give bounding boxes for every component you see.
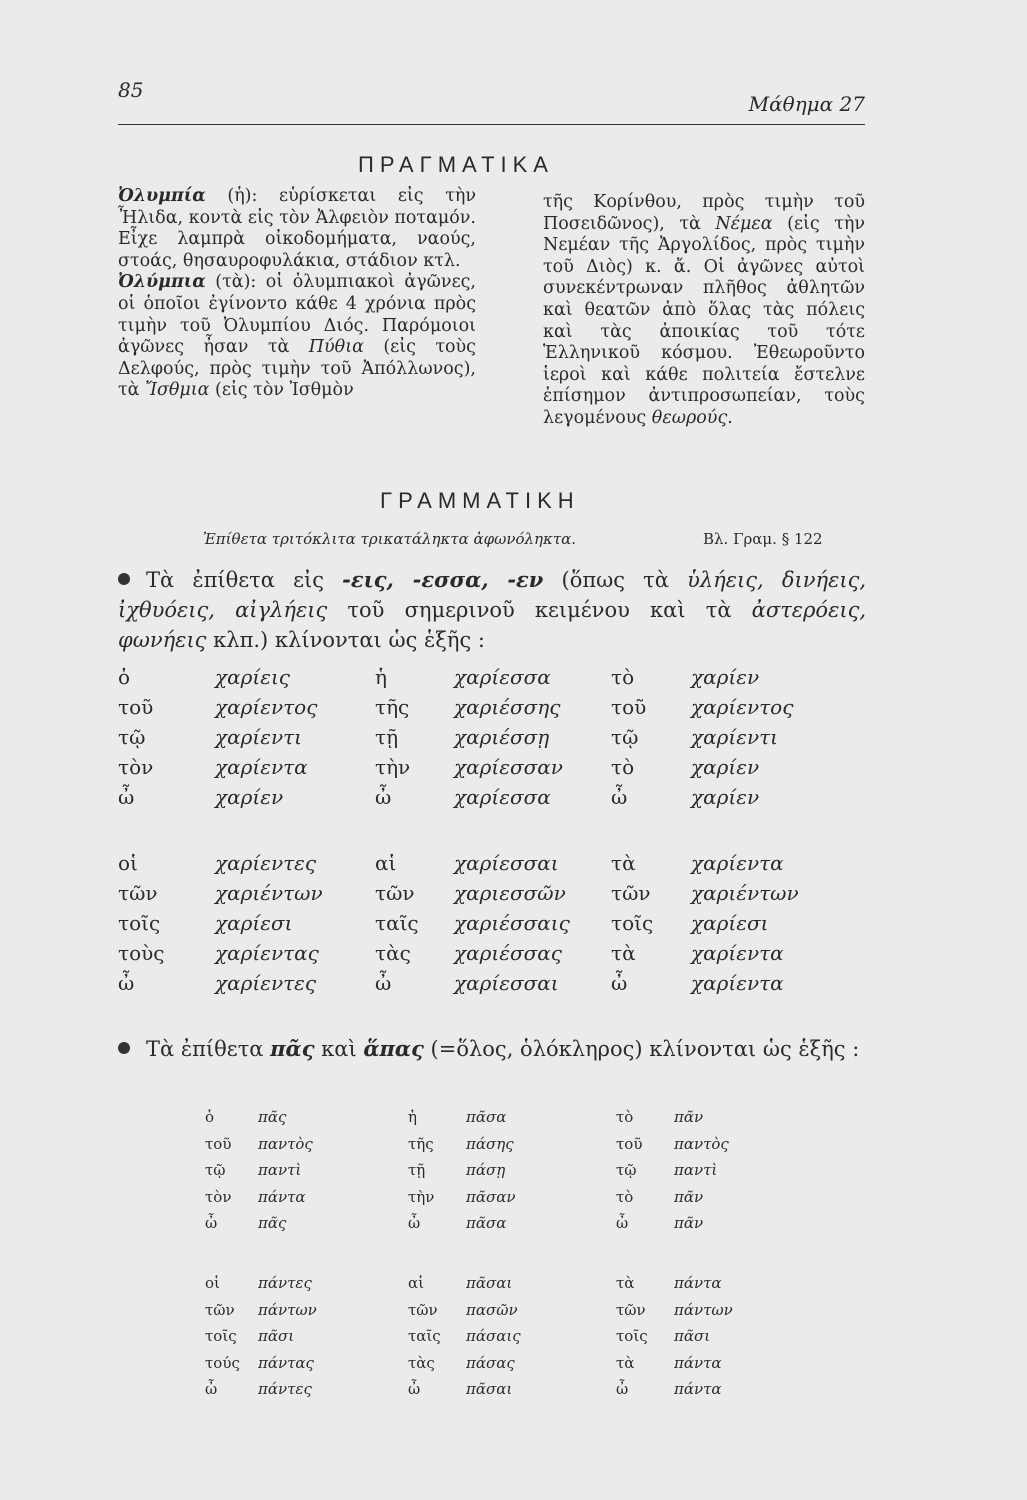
- text-right-b: (εἰς τὴν Νεμέαν τῆς Ἀργολίδος, πρὸς τιμὴν τοῦ Διὸς) κ. ἄ. Οἱ ἀγῶνες αὐτοὶ συνεκέντρωναν πλῆθος ἀθλητῶν καὶ θεατῶν ἀπὸ ὅλας τὰς πόλεις καὶ τὰς ἀποικίας τοῦ τότε Ἑλληνικοῦ κόσμου. Ἐθεωροῦντο ἱεροὶ καὶ κάθε πολιτεία ἔστελνε ἐπίσημον ἀντιπροσωπείαν, τοὺς λεγομένους: [543, 213, 865, 428]
- adjective-cell: πάσας: [466, 1353, 515, 1372]
- grammar-reference: Βλ. Γραμ. § 122: [703, 530, 823, 548]
- declension-row: [118, 662, 851, 692]
- section-title-realia: ΠΡΑΓΜΑΤΙΚΑ: [358, 152, 554, 177]
- article-cell: οἱ: [205, 1274, 220, 1293]
- article-cell: ταῖς: [375, 911, 419, 935]
- text-olympia: (ἡ): εὑρίσκεται εἰς τὴν Ἦλιδα, κοντὰ εἰς τὸν Ἀλφειὸν ποταμόν. Εἶχε λαμπρὰ οἰκοδομήματα, ναούς, στοάς, θησαυροφυλάκια, στάδιον κτλ.: [118, 186, 476, 271]
- p1-examples: ὑλήεις, δινήεις, ἰχθυόεις, αἰγλήεις: [118, 568, 867, 622]
- article-cell: τὸν: [118, 755, 154, 779]
- p1-text-a: Τὰ ἐπίθετα εἰς: [146, 568, 343, 592]
- term-nemea: Νέμεα: [715, 213, 773, 234]
- adjective-cell: χαρίεντας: [215, 941, 319, 965]
- declension-row: [118, 938, 851, 968]
- declension-row: [205, 1323, 824, 1350]
- adjective-cell: χαρίεν: [691, 665, 760, 689]
- adjective-cell: χαρίεσσα: [454, 785, 551, 809]
- adjective-cell: πάντα: [674, 1274, 722, 1293]
- article-cell: ὦ: [205, 1380, 218, 1399]
- adjective-cell: πᾶσαν: [466, 1187, 516, 1206]
- p1-text-d: κλπ.) κλίνονται ὡς ἑξῆς :: [206, 628, 485, 652]
- article-cell: τὰ: [611, 941, 636, 965]
- article-cell: τῇ: [408, 1161, 426, 1180]
- term-isthmia: Ἴσθμια: [145, 380, 210, 401]
- adjective-cell: πάντες: [258, 1274, 312, 1293]
- p2-text-c: (=ὅλος, ὁλόκληρος) κλίνονται ὡς ἑξῆς :: [423, 1037, 860, 1061]
- article-cell: τούς: [205, 1353, 240, 1372]
- declension-row: [118, 722, 851, 752]
- pas-singular-table: [205, 1104, 824, 1237]
- adjective-cell: πᾶς: [258, 1108, 287, 1127]
- adjective-cell: χαρίεσσαι: [454, 971, 559, 995]
- p2-pas: πᾶς: [270, 1036, 315, 1061]
- declension-row: [205, 1270, 824, 1297]
- article-cell: τῷ: [205, 1161, 226, 1180]
- article-cell: ὦ: [616, 1380, 629, 1399]
- adjective-cell: χαρίεσσα: [454, 665, 551, 689]
- adjective-cell: πάντα: [674, 1380, 722, 1399]
- adjective-cell: χαριέσσῃ: [454, 725, 550, 749]
- section-title-grammar: ΓΡΑΜΜΑΤΙΚΗ: [380, 488, 580, 513]
- text-olympia-games-a: (τὰ): οἱ ὀλυμπιακοὶ ἀγῶνες, οἱ ὁποῖοι ἐγίνοντο κάθε 4 χρόνια πρὸς τιμὴν τοῦ Ὀλυμπίου Διός. Παρόμοιοι ἀγῶνες ἦσαν τὰ: [118, 272, 476, 358]
- article-cell: τὰ: [616, 1274, 635, 1293]
- article-cell: ὦ: [118, 971, 135, 995]
- article-cell: τοῦ: [616, 1134, 643, 1153]
- adjective-cell: πᾶν: [674, 1214, 704, 1233]
- term-theoroi: θεωρούς: [651, 407, 728, 428]
- term-pythia: Πύθια: [308, 337, 364, 358]
- article-cell: τοῦ: [205, 1134, 232, 1153]
- text-olympia-games-b: (εἰς τοὺς Δελφούς, πρὸς τιμὴν τοῦ Ἀπόλλωνος), τὰ: [118, 337, 476, 401]
- article-cell: τῶν: [616, 1300, 646, 1319]
- lesson-title: Μάθημα 27: [748, 92, 865, 116]
- adjective-cell: πασῶν: [466, 1300, 518, 1319]
- adjective-cell: πάντων: [674, 1300, 733, 1319]
- adjective-cell: πάντας: [258, 1353, 314, 1372]
- term-olympia-games: Ὀλύμπια: [118, 272, 206, 293]
- adjective-cell: πάσης: [466, 1134, 514, 1153]
- adjective-cell: χαρίεντος: [691, 695, 794, 719]
- charien-paragraph: [118, 565, 866, 655]
- declension-row: [118, 692, 851, 722]
- text-right-c: .: [727, 407, 733, 428]
- p2-text-b: καὶ: [314, 1037, 364, 1061]
- article-cell: αἱ: [375, 851, 397, 875]
- adjective-cell: πάντων: [258, 1300, 317, 1319]
- article-cell: τὸ: [616, 1108, 634, 1127]
- adjective-cell: πάντα: [258, 1187, 306, 1206]
- adjective-cell: παντὶ: [674, 1161, 718, 1180]
- adjective-cell: χαρίεντες: [215, 971, 317, 995]
- article-cell: τοὺς: [118, 941, 165, 965]
- article-cell: τῆς: [408, 1134, 434, 1153]
- declension-row: [118, 782, 851, 812]
- adjective-cell: χαρίεν: [691, 785, 760, 809]
- article-cell: τῷ: [611, 725, 639, 749]
- adjective-cell: παντὸς: [258, 1134, 313, 1153]
- declension-row: [205, 1350, 824, 1377]
- pas-plural-table: [205, 1270, 824, 1403]
- p2-text-a: Τὰ ἐπίθετα: [146, 1037, 271, 1061]
- article-cell: τὸ: [611, 755, 635, 779]
- article-cell: τὰς: [375, 941, 411, 965]
- article-cell: τῷ: [118, 725, 146, 749]
- declension-row: [118, 752, 851, 782]
- p1-text-b: (ὅπως τὰ: [543, 568, 688, 592]
- page-number: 85: [118, 78, 144, 102]
- adjective-cell: πάντες: [258, 1380, 312, 1399]
- adjective-cell: χαρίεντες: [215, 851, 317, 875]
- adjective-cell: χαριέντων: [691, 881, 799, 905]
- adjective-cell: χαρίεντι: [691, 725, 779, 749]
- adjective-cell: χαριέσσαις: [454, 911, 570, 935]
- article-cell: τὸ: [611, 665, 635, 689]
- adjective-cell: χαρίεντα: [215, 755, 308, 779]
- adjective-cell: χαρίεσι: [691, 911, 769, 935]
- p1-examples2: ἀστερόεις, φωνήεις: [118, 598, 867, 652]
- article-cell: ὦ: [205, 1214, 218, 1233]
- adjective-cell: παντὶ: [258, 1161, 302, 1180]
- bullet-icon: [118, 1042, 130, 1054]
- text-olympia-games-c: (εἰς τὸν Ἰσθμὸν: [209, 380, 354, 401]
- article-cell: ἡ: [375, 665, 387, 689]
- realia-left-column: [118, 186, 476, 402]
- adjective-cell: πάσῃ: [466, 1161, 506, 1180]
- adjective-cell: πᾶς: [258, 1214, 287, 1233]
- adjective-cell: χαρίεν: [215, 785, 284, 809]
- article-cell: ὦ: [611, 971, 628, 995]
- article-cell: τὴν: [375, 755, 411, 779]
- article-cell: τοῖς: [118, 911, 161, 935]
- article-cell: ὦ: [611, 785, 628, 809]
- article-cell: τῷ: [616, 1161, 637, 1180]
- adjective-cell: πάντα: [674, 1353, 722, 1372]
- adjective-cell: χαριέσσης: [454, 695, 561, 719]
- declension-row: [205, 1184, 824, 1211]
- article-cell: τῶν: [375, 881, 415, 905]
- adjective-cell: χαρίεντα: [691, 851, 784, 875]
- declension-row: [205, 1210, 824, 1237]
- article-cell: ὦ: [408, 1214, 421, 1233]
- declension-row: [118, 908, 851, 938]
- article-cell: ὦ: [375, 971, 392, 995]
- games-continued: [543, 192, 865, 430]
- article-cell: ταῖς: [408, 1327, 441, 1346]
- olympia-games-entry: [118, 272, 476, 402]
- declension-row: [205, 1157, 824, 1184]
- term-olympia: Ὀλυμπία: [118, 186, 206, 206]
- adjective-cell: πᾶσαι: [466, 1380, 513, 1399]
- adjective-cell: πᾶσα: [466, 1214, 507, 1233]
- article-cell: ὦ: [118, 785, 135, 809]
- adjective-cell: χαρίεσι: [215, 911, 293, 935]
- adjective-cell: πᾶν: [674, 1108, 704, 1127]
- realia-right-column: [543, 192, 865, 430]
- adjective-cell: χαρίεντι: [215, 725, 303, 749]
- declension-row: [205, 1104, 824, 1131]
- adjective-cell: χαρίεντα: [691, 941, 784, 965]
- article-cell: τοῖς: [611, 911, 654, 935]
- charien-plural-table: [118, 848, 851, 998]
- adjective-cell: πᾶσι: [674, 1327, 711, 1346]
- grammar-intro-text: Ἐπίθετα τριτόκλιτα τρικατάληκτα ἀφωνόληκτα.: [203, 530, 577, 548]
- declension-row: [205, 1297, 824, 1324]
- article-cell: ὁ: [118, 665, 131, 689]
- adjective-cell: πάσαις: [466, 1327, 521, 1346]
- adjective-cell: χαριεσσῶν: [454, 881, 566, 905]
- pas-paragraph: [118, 1034, 866, 1064]
- article-cell: τῆς: [375, 695, 410, 719]
- charien-singular-table: [118, 662, 851, 812]
- article-cell: τῶν: [118, 881, 158, 905]
- article-cell: τὸν: [205, 1187, 232, 1206]
- declension-row: [118, 878, 851, 908]
- article-cell: τὰ: [611, 851, 636, 875]
- article-cell: οἱ: [118, 851, 138, 875]
- adjective-cell: χαριέντων: [215, 881, 323, 905]
- article-cell: τῶν: [205, 1300, 235, 1319]
- article-cell: τοῖς: [616, 1327, 648, 1346]
- article-cell: τῶν: [611, 881, 651, 905]
- grammar-intro: [203, 530, 865, 548]
- article-cell: τὴν: [408, 1187, 435, 1206]
- adjective-cell: χαρίεσσαν: [454, 755, 563, 779]
- adjective-cell: χαρίεντα: [691, 971, 784, 995]
- article-cell: ὁ: [205, 1108, 215, 1127]
- article-cell: τῇ: [375, 725, 399, 749]
- header-rule: [118, 124, 865, 125]
- adjective-cell: πᾶν: [674, 1187, 704, 1206]
- olympia-entry: [118, 186, 476, 272]
- article-cell: ὦ: [375, 785, 392, 809]
- adjective-cell: πᾶσαι: [466, 1274, 513, 1293]
- adjective-cell: χαρίεις: [215, 665, 290, 689]
- adjective-cell: χαρίεν: [691, 755, 760, 779]
- declension-row: [205, 1376, 824, 1403]
- p1-endings: -εις, -εσσα, -εν: [342, 567, 544, 592]
- article-cell: τοῦ: [118, 695, 154, 719]
- article-cell: ὦ: [616, 1214, 629, 1233]
- article-cell: αἱ: [408, 1274, 425, 1293]
- adjective-cell: χαρίεσσαι: [454, 851, 559, 875]
- article-cell: τοῦ: [611, 695, 647, 719]
- bullet-icon: [118, 573, 130, 585]
- article-cell: τοῖς: [205, 1327, 237, 1346]
- adjective-cell: πᾶσα: [466, 1108, 507, 1127]
- article-cell: ὦ: [408, 1380, 421, 1399]
- article-cell: τὰς: [408, 1353, 435, 1372]
- article-cell: τῶν: [408, 1300, 438, 1319]
- adjective-cell: χαριέσσας: [454, 941, 562, 965]
- adjective-cell: παντὸς: [674, 1134, 729, 1153]
- declension-row: [205, 1131, 824, 1158]
- article-cell: ἡ: [408, 1108, 417, 1127]
- p2-hapas: ἅπας: [363, 1036, 424, 1061]
- declension-row: [118, 968, 851, 998]
- article-cell: τὸ: [616, 1187, 634, 1206]
- article-cell: τὰ: [616, 1353, 635, 1372]
- adjective-cell: χαρίεντος: [215, 695, 318, 719]
- p1-text-c: τοῦ σημερινοῦ κειμένου καὶ τὰ: [327, 598, 752, 622]
- text-right-a: τῆς Κορίνθου, πρὸς τιμὴν τοῦ Ποσειδῶνος), τὰ: [543, 192, 865, 234]
- declension-row: [118, 848, 851, 878]
- adjective-cell: πᾶσι: [258, 1327, 295, 1346]
